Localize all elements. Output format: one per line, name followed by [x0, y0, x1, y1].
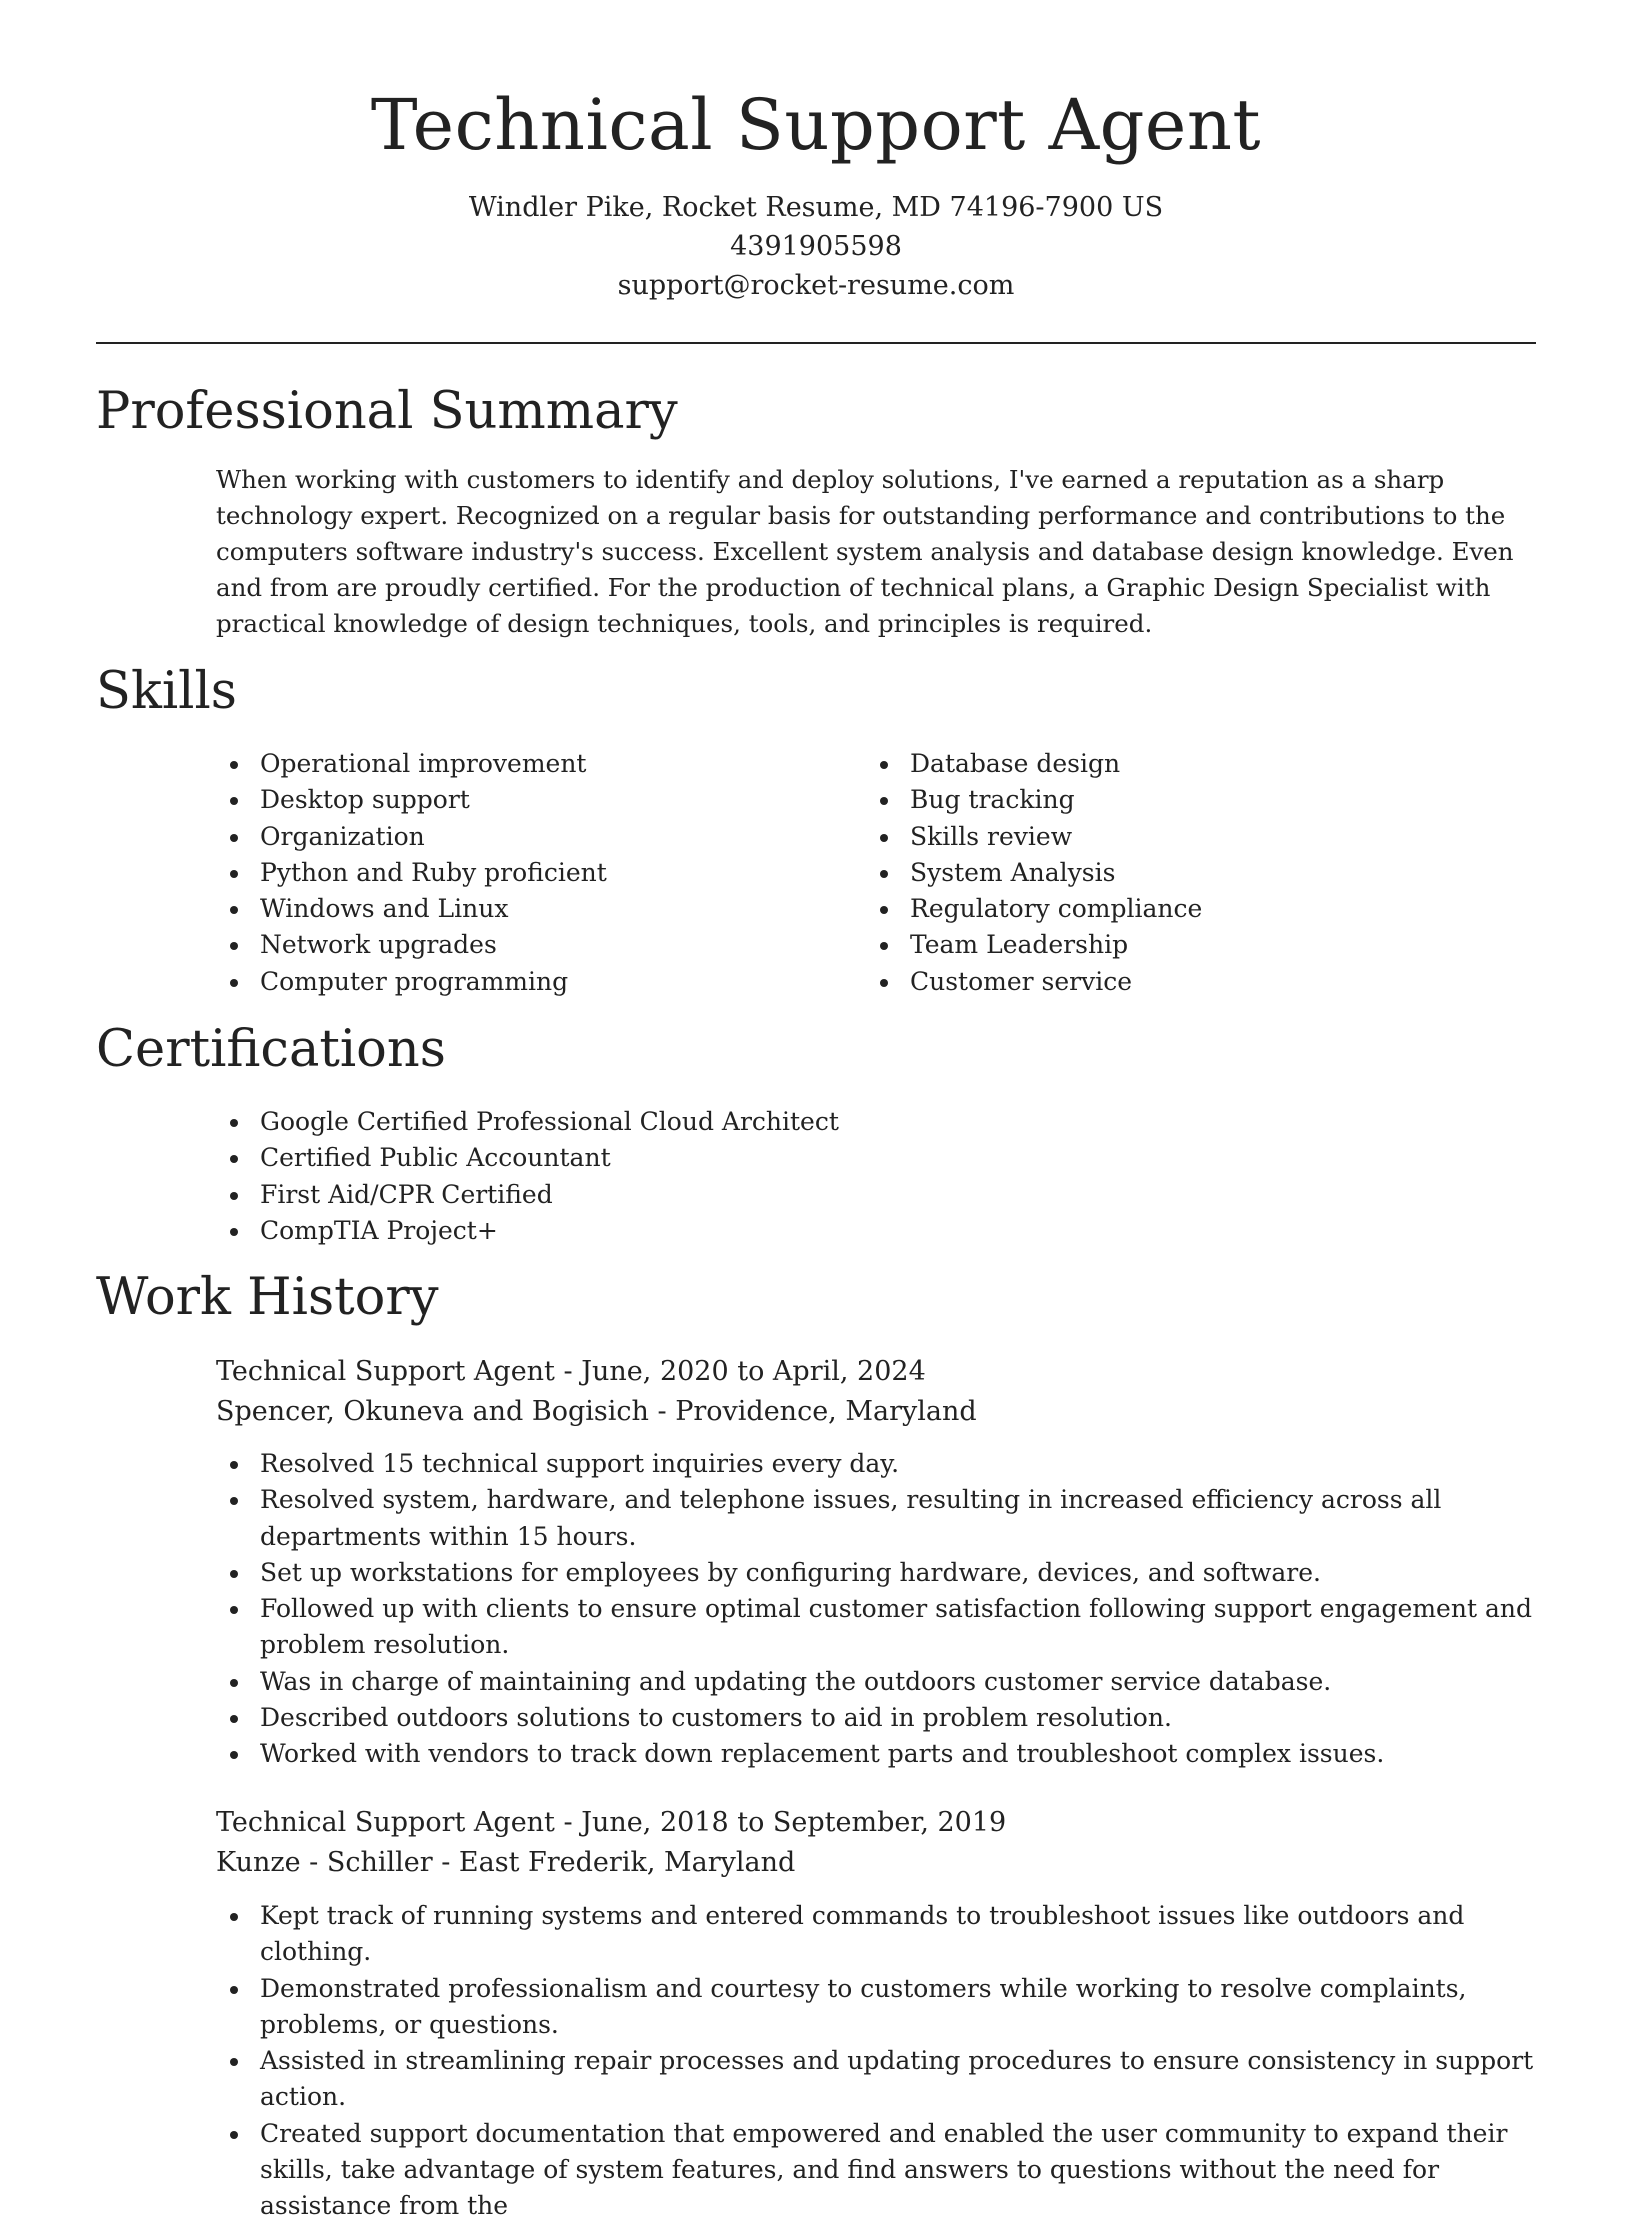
skill-item: Operational improvement: [216, 746, 836, 782]
job-bullet: Created support documentation that empowered and enabled the user community to expand their skills, take advantage of system features, and find answers to questions without the need for assistance from the: [216, 2116, 1552, 2225]
certification-item: First Aid/CPR Certified: [216, 1177, 1516, 1213]
certifications-heading: Certifications: [96, 1020, 446, 1079]
job-bullets: [216, 1898, 1552, 2225]
summary-heading: Professional Summary: [96, 382, 678, 441]
skill-item: Python and Ruby proficient: [216, 855, 836, 891]
job-company-location: Spencer, Okuneva and Bogisich - Providence, Maryland: [216, 1396, 977, 1427]
job-bullet: Assisted in streamlining repair processes and updating procedures to ensure consistency in support action.: [216, 2043, 1552, 2116]
certification-item: Google Certified Professional Cloud Architect: [216, 1104, 1516, 1140]
contact-phone: 4391905598: [730, 231, 902, 262]
certification-item: CompTIA Project+: [216, 1213, 1516, 1249]
skill-item: Database design: [866, 746, 1486, 782]
job-bullet: Described outdoors solutions to customers to aid in problem resolution.: [216, 1700, 1552, 1736]
skill-item: Bug tracking: [866, 782, 1486, 818]
job-bullet: Resolved 15 technical support inquiries every day.: [216, 1446, 1552, 1482]
job-header: [216, 1352, 1536, 1432]
skill-item: Team Leadership: [866, 927, 1486, 963]
skill-item: System Analysis: [866, 855, 1486, 891]
skill-item: Regulatory compliance: [866, 891, 1486, 927]
job-title-dates: Technical Support Agent - June, 2020 to April, 2024: [216, 1356, 926, 1387]
contact-address: Windler Pike, Rocket Resume, MD 74196-7900 US: [468, 192, 1164, 223]
job-bullets: [216, 1446, 1552, 1773]
job-header: [216, 1803, 1536, 1883]
skill-item: Computer programming: [216, 964, 836, 1000]
job-title-dates: Technical Support Agent - June, 2018 to September, 2019: [216, 1807, 1007, 1838]
skill-item: Skills review: [866, 819, 1486, 855]
job-bullet: Followed up with clients to ensure optimal customer satisfaction following support engagement and problem resolution.: [216, 1591, 1552, 1664]
job-bullet: Set up workstations for employees by configuring hardware, devices, and software.: [216, 1555, 1552, 1591]
job-bullet: Was in charge of maintaining and updating the outdoors customer service database.: [216, 1664, 1552, 1700]
skills-list-left: [216, 746, 836, 1000]
skill-item: Customer service: [866, 964, 1486, 1000]
certification-item: Certified Public Accountant: [216, 1140, 1516, 1176]
job-bullet: Worked with vendors to track down replacement parts and troubleshoot complex issues.: [216, 1736, 1552, 1772]
job-bullet: Resolved system, hardware, and telephone issues, resulting in increased efficiency across all departments within 15 hours.: [216, 1482, 1552, 1555]
summary-text: When working with customers to identify and deploy solutions, I've earned a reputation as a sharp technology expert. Recognized on a regular basis for outstanding performance and contributions to the computers software industry's success. Excellent system analysis and database design knowledge. Even and from are proudly certified. For the production of technical plans, a Graphic Design Specialist with practical knowledge of design techniques, tools, and principles is required.: [216, 465, 1514, 638]
job-bullet: Kept track of running systems and entered commands to troubleshoot issues like outdoors and clothing.: [216, 1898, 1552, 1971]
resume-header: [96, 80, 1536, 305]
resume-name: Technical Support Agent: [370, 84, 1262, 166]
job-company-location: Kunze - Schiller - East Frederik, Maryland: [216, 1847, 796, 1878]
certifications-list: [216, 1104, 1516, 1249]
contact-block: [96, 188, 1536, 305]
header-divider: [96, 342, 1536, 344]
work-history-heading: Work History: [96, 1268, 439, 1327]
skill-item: Windows and Linux: [216, 891, 836, 927]
skills-list-right: [866, 746, 1486, 1000]
skill-item: Network upgrades: [216, 927, 836, 963]
skills-heading: Skills: [96, 662, 237, 721]
skill-item: Desktop support: [216, 782, 836, 818]
contact-email: support@rocket-resume.com: [617, 270, 1015, 301]
skill-item: Organization: [216, 819, 836, 855]
job-bullet: Demonstrated professionalism and courtesy to customers while working to resolve complaints, problems, or questions.: [216, 1971, 1552, 2044]
